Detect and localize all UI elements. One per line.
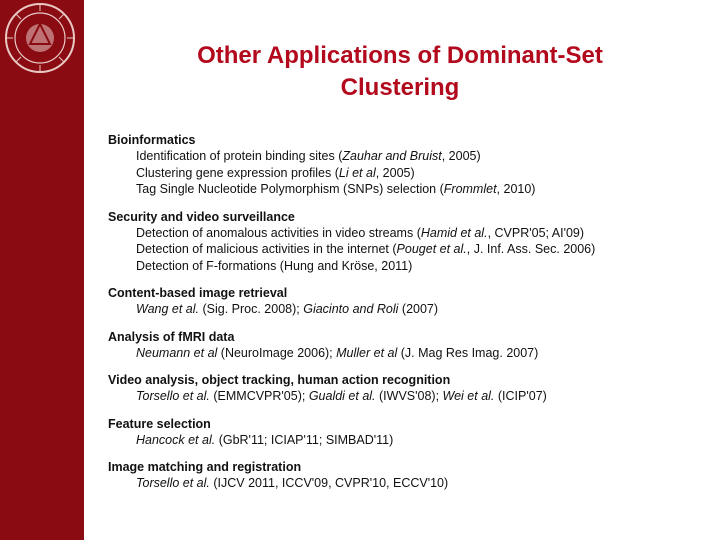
- section-heading: Video analysis, object tracking, human action recognition: [108, 373, 451, 387]
- section-heading: Bioinformatics: [108, 133, 196, 147]
- section-heading: Content-based image retrieval: [108, 286, 288, 300]
- title-line-2: Clustering: [340, 74, 460, 101]
- section-feature-selection: [108, 416, 708, 449]
- section-image-matching: [108, 459, 708, 492]
- slide-title: [150, 40, 650, 104]
- list-item: Torsello et al. (EMMCVPR'05); Gualdi et al. (IWVS'08); Wei et al. (ICIP'07): [136, 389, 547, 403]
- section-heading: Analysis of fMRI data: [108, 329, 235, 344]
- title-line-1: Other Applications of Dominant-Set: [197, 42, 603, 69]
- section-security: [108, 209, 708, 275]
- sidebar: [0, 0, 84, 540]
- section-fmri: [108, 329, 708, 362]
- list-item: Detection of F-formations (Hung and Kröse, 2011): [136, 258, 413, 273]
- list-item: Identification of protein binding sites (Zauhar and Bruist, 2005): [136, 149, 481, 163]
- list-item: Detection of malicious activities in the internet (Pouget et al., J. Inf. Ass. Sec. 2006): [136, 242, 596, 256]
- university-seal-icon: [0, 0, 84, 84]
- list-item: Detection of anomalous activities in video streams (Hamid et al., CVPR'05; AI'09): [136, 225, 585, 240]
- application-list: [108, 132, 708, 503]
- section-heading: Feature selection: [108, 416, 211, 431]
- list-item: Torsello et al. (IJCV 2011, ICCV'09, CVPR'10, ECCV'10): [136, 476, 449, 490]
- list-item: Hancock et al. (GbR'11; ICIAP'11; SIMBAD'11): [136, 432, 394, 447]
- section-heading: Image matching and registration: [108, 460, 302, 474]
- list-item: Neumann et al (NeuroImage 2006); Muller et al (J. Mag Res Imag. 2007): [136, 345, 539, 360]
- section-video-analysis: [108, 372, 708, 405]
- list-item: Wang et al. (Sig. Proc. 2008); Giacinto and Roli (2007): [136, 302, 439, 316]
- section-bioinformatics: [108, 132, 708, 198]
- list-item: Tag Single Nucleotide Polymorphism (SNPs) selection (Frommlet, 2010): [136, 182, 536, 196]
- list-item: Clustering gene expression profiles (Li et al, 2005): [136, 165, 415, 180]
- section-image-retrieval: [108, 285, 708, 318]
- section-heading: Security and video surveillance: [108, 209, 295, 224]
